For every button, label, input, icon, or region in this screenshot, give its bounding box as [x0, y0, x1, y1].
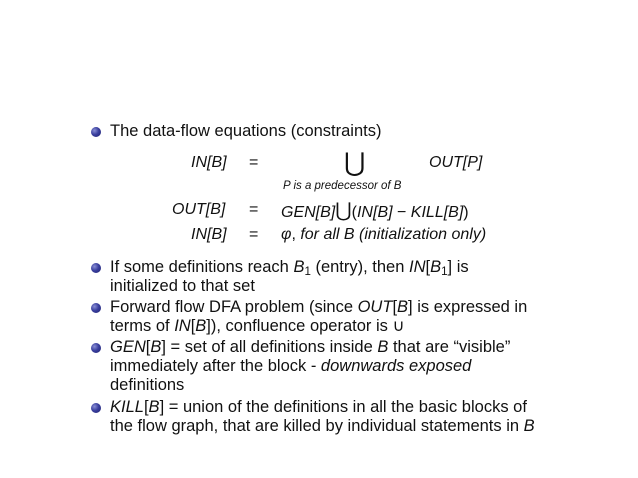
bullet-4-line-2: immediately after the block - downwards exposed — [110, 357, 472, 375]
bullet-5-line-1: KILL[B] = union of the definitions in all the basic blocks of — [110, 398, 527, 416]
eq1-equals: = — [249, 154, 259, 171]
eq2-lhs: OUT[B] — [172, 201, 226, 218]
bullet-marker-icon — [91, 263, 101, 273]
eq2-rhs: GEN[B]⋃(IN[B] − KILL[B]) — [281, 198, 469, 222]
eq3-lhs: IN[B] — [191, 226, 227, 243]
bullet-3-line-1: Forward flow DFA problem (since OUT[B] is expressed in — [110, 298, 528, 316]
bullet-marker-icon — [91, 303, 101, 313]
eq2-union-symbol: ⋃ — [335, 198, 352, 222]
eq2-equals: = — [249, 201, 259, 218]
bullet-5-line-2: the flow graph, that are killed by individual statements in B — [110, 417, 535, 435]
eq3-equals: = — [249, 226, 259, 243]
bullet-4-line-3: definitions — [110, 376, 185, 394]
bullet-2-line-1: If some definitions reach $B_1$ (entry), then $IN[B_1]$ is — [110, 258, 469, 278]
eq1-rhs: OUT[P] — [429, 154, 483, 171]
eq1-union-symbol: ⋃ — [344, 148, 366, 178]
bullet-marker-icon — [91, 127, 101, 137]
bullet-3-line-2: terms of IN[B]), confluence operator is ∪ — [110, 317, 405, 335]
eq1-lhs: IN[B] — [191, 154, 227, 171]
bullet-marker-icon — [91, 343, 101, 353]
bullet-1-text: The data-flow equations (constraints) — [110, 122, 382, 140]
bullet-4-line-1: GEN[B] = set of all definitions inside B that are “visible” — [110, 338, 511, 356]
bullet-2-line-2: initialized to that set — [110, 277, 255, 295]
eq1-union-subscript: P is a predecessor of B — [283, 180, 402, 192]
eq3-rhs: φ, for all B (initialization only) — [281, 226, 487, 243]
bullet-marker-icon — [91, 403, 101, 413]
